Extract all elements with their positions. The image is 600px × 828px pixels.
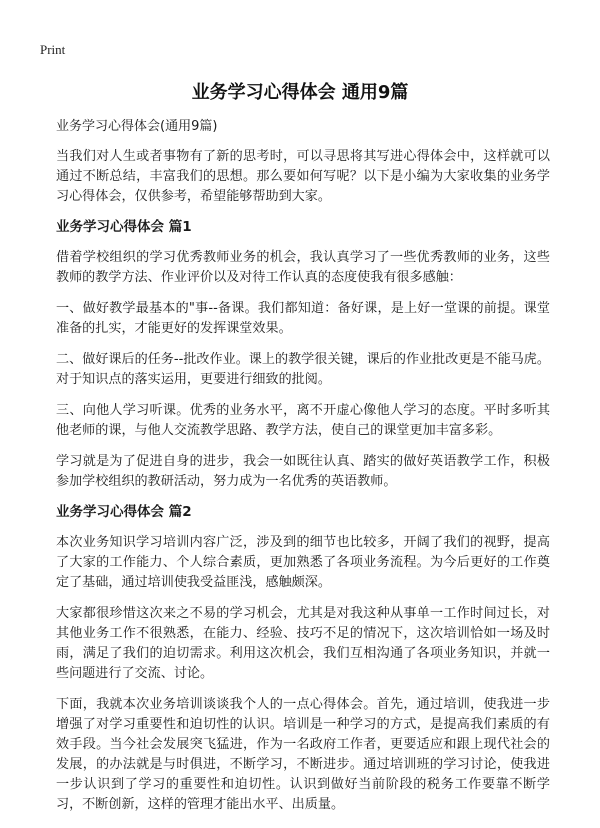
document-title: 业务学习心得体会 通用9篇: [191, 82, 409, 103]
paragraph: 三、向他人学习听课。优秀的业务水平，离不开虚心像他人学习的态度。平时多听其他老师的课，与他人交流教学思路、教学方法，使自己的课堂更加丰富多彩。: [56, 403, 550, 438]
paragraph: 一、做好教学最基本的"事--备课。我们都知道：备好课，是上好一堂课的前提。课堂准备的扎实，才能更好的发挥课堂效果。: [56, 301, 550, 336]
paragraph: 学习就是为了促进自身的进步，我会一如既往认真、踏实的做好英语教学工作，积极参加学校组织的教研活动，努力成为一名优秀的英语教师。: [56, 454, 550, 489]
document-body: [56, 118, 550, 826]
paragraph: 本次业务知识学习培训内容广泛，涉及到的细节也比较多，开阔了我们的视野，提高了大家的工作能力、个人综合素质，更加熟悉了各项业务流程。为今后更好的工作奠定了基础，通过培训使我受益匪浅，感触颇深。: [56, 535, 550, 590]
document-subtitle: 业务学习心得体会(通用9篇): [56, 119, 218, 134]
section-heading: 业务学习心得体会 篇1: [56, 219, 192, 235]
paragraph: 借着学校组织的学习优秀教师业务的机会，我认真学习了一些优秀教师的业务，这些教师的教学方法、作业评价以及对待工作认真的态度使我有很多感触：: [56, 250, 550, 285]
section-heading: 业务学习心得体会 篇2: [56, 504, 192, 520]
paragraph: 大家都很珍惜这次来之不易的学习机会，尤其是对我这种从事单一工作时间过长，对其他业务工作不很熟悉，在能力、经验、技巧不足的情况下，这次培训恰如一场及时雨，满足了我们的迫切需求。利用这次机会，我们互相沟通了各项业务知识，并就一些问题进行了交流、讨论。: [56, 606, 550, 681]
paragraph: 下面，我就本次业务培训谈谈我个人的一点心得体会。首先，通过培训，使我进一步增强了对学习重要性和迫切性的认识。培训是一种学习的方式，是提高我们素质的有效手段。当今社会发展突飞猛进，作为一名政府工作者，更要适应和跟上现代社会的发展，的办法就是与时俱进，不断学习，不断进步。通过培训班的学习讨论，使我进一步认识到了学习的重要性和迫切性。认识到做好当前阶段的税务工作要靠不断学习，不断创新，这样的管理才能出水平、出质量。: [56, 697, 550, 812]
intro-paragraph: 当我们对人生或者事物有了新的思考时，可以寻思将其写进心得体会中，这样就可以通过不断总结，丰富我们的思想。那么要如何写呢？以下是小编为大家收集的业务学习心得体会，仅供参考，希望能够帮助到大家。: [56, 149, 550, 204]
print-link[interactable]: Print: [40, 42, 66, 57]
paragraph: 二、做好课后的任务--批改作业。课上的教学很关键，课后的作业批改更是不能马虎。对于知识点的落实运用，更要进行细致的批阅。: [56, 352, 550, 387]
